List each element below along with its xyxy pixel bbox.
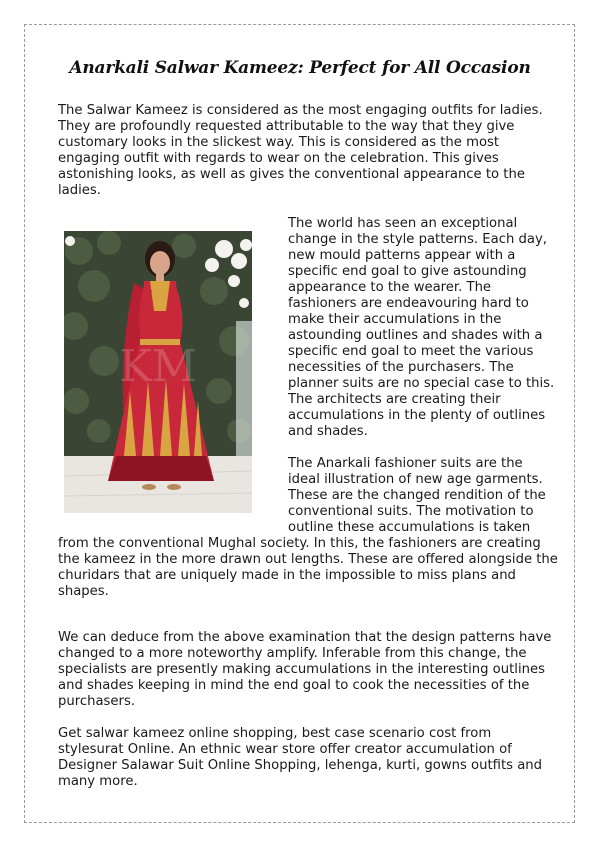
image-text-block <box>58 216 558 600</box>
anarkali-suit-illustration <box>64 231 252 513</box>
shopping-paragraph: Get salwar kameez online shopping, best case scenario cost from stylesurat Online. An ethnic wear store offer creator accumulation of Designer Salawar Suit Online Shopping, lehenga, kurti, gowns outfits and many more. <box>58 726 543 789</box>
page-title: Anarkali Salwar Kameez: Perfect for All Occasion <box>69 58 531 78</box>
anarkali-paragraph: The Anarkali fashioner suits are the ideal illustration of new age garments. These are the changed rendition of the conventional suits. The motivation to outline these accumulations is taken from the conventional Mughal society. In this, the fashioners are creating the kameez in the more drawn out lengths. These are offered alongside the churidars that are uniquely made in the impossible to miss plans and shapes. <box>58 456 558 599</box>
photo-watermark: KM <box>119 341 197 392</box>
model-photo <box>64 231 252 513</box>
world-paragraph: The world has seen an exceptional change in the style patterns. Each day, new mould patterns appear with a specific end goal to give astounding appearance to the wearer. The fashioners are endeavouring hard to make their accumulations in the astounding outlines and shades with a specific end goal to meet the various necessities of the purchasers. The planner suits are no special case to this. The architects are creating their accumulations in the plenty of outlines and shades. <box>288 216 555 439</box>
intro-paragraph: The Salwar Kameez is considered as the most engaging outfits for ladies. They are profoundly requested attributable to the way that they give customary looks in the slickest way. This is considered as the most engaging outfit with regards to wear on the celebration. This gives astonishing looks, as well as gives the conventional appearance to the ladies. <box>58 103 543 198</box>
deduce-paragraph: We can deduce from the above examination that the design patterns have changed to a more noteworthy amplify. Inferable from this change, the specialists are presently making accumulations in the interesting outlines and shades keeping in mind the end goal to cook the necessities of the purchasers. <box>58 630 552 709</box>
